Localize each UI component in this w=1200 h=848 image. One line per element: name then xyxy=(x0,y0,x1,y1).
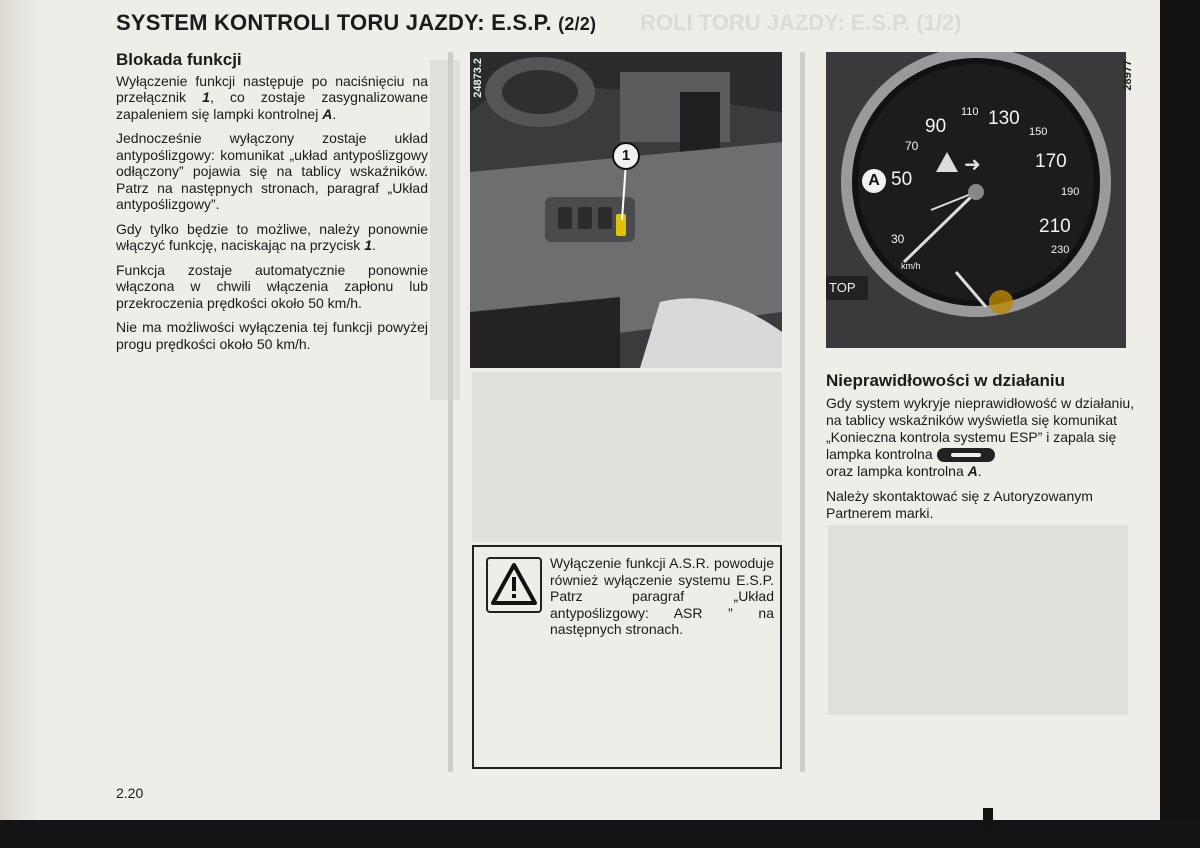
right-column xyxy=(826,372,1144,530)
warning-text: Wyłączenie funkcji A.S.R. powoduje również wyłączenie systemu E.S.P. Patrz paragraf „Układ antypoślizgowy: ASR ” na następnych stronach. xyxy=(550,555,774,637)
paragraph: Funkcja zostaje automatycznie ponownie włączona w chwili włączenia zapłonu lub przekroczenia prędkości około 50 km/h. xyxy=(116,261,428,311)
column-divider xyxy=(800,52,805,772)
speed-label: 210 xyxy=(1039,216,1071,237)
speed-label: 50 xyxy=(891,169,913,190)
paragraph: Nie ma możliwości wyłączenia tej funkcji powyżej progu prędkości około 50 km/h. xyxy=(116,319,428,352)
speed-label: 230 xyxy=(1051,244,1070,256)
bleed-through-block-right xyxy=(828,525,1128,715)
page-title: SYSTEM KONTROLI TORU JAZDY: E.S.P. (2/2) xyxy=(116,10,597,35)
paragraph: Jednocześnie wyłączony zostaje układ antypoślizgowy: komunikat „układ antypoślizgowy odłączony” pojawia się na tablicy wskaźników. Patrz na następnych stronach, paragraf „Układ antypoślizgowy”. xyxy=(116,130,428,212)
page-number: 2.20 xyxy=(116,785,144,801)
speed-label: 70 xyxy=(905,139,919,153)
speed-label: 170 xyxy=(1035,151,1067,172)
speedometer-labels xyxy=(841,76,1111,316)
paragraph: Gdy system wykryje nieprawidłowość w działaniu, na tablicy wskaźników wyświetla się komunikat „Konieczna kontrola systemu ESP” i zapala się lampka kontrolna oraz lampka kontrolna A. xyxy=(826,395,1135,479)
wrench-icon xyxy=(937,448,995,462)
warning-light-icon xyxy=(936,152,958,172)
book-bottom-edge xyxy=(0,820,1200,848)
speed-label: 130 xyxy=(988,108,1020,129)
bleed-through-block xyxy=(472,372,782,542)
dashboard-switch-photo xyxy=(470,52,782,368)
paragraph: Wyłączenie funkcji następuje po naciśnięciu na przełącznik 1, co zostaje zasygnalizowane zapaleniem się lampki kontrolnej A. xyxy=(116,72,428,122)
photo-reference-number: 24873.2 xyxy=(472,58,484,98)
arrow-right-icon: ➜ xyxy=(964,154,981,176)
stop-label: TOP xyxy=(829,280,856,295)
paragraph: Gdy tylko będzie to możliwe, należy ponownie włączyć funkcję, naciskając na przycisk 1. xyxy=(116,220,428,253)
section-heading: Blokada funkcji xyxy=(116,50,242,69)
gauge-reference-number: 28977 xyxy=(1122,60,1134,91)
column-divider xyxy=(448,52,453,772)
bleed-through-column xyxy=(430,60,460,400)
page-spine-shadow xyxy=(0,0,42,820)
warning-box xyxy=(472,545,782,769)
bleed-through-text: ROLI TORU JAZDY: E.S.P. (1/2) xyxy=(640,10,962,35)
book-edge xyxy=(1160,0,1200,848)
section-heading: Nieprawidłowości w działaniu xyxy=(826,371,1065,390)
switch-photo-illustration xyxy=(470,52,782,368)
paragraph: Należy skontaktować się z Autoryzowanym Partnerem marki. xyxy=(826,488,1093,521)
edge-mark xyxy=(983,808,993,832)
callout-number: 1 xyxy=(621,147,631,164)
speedometer-photo xyxy=(826,52,1126,348)
speed-label: 190 xyxy=(1061,186,1080,198)
speed-label: 90 xyxy=(925,116,947,137)
unit-label: km/h xyxy=(901,261,921,271)
speed-label: 30 xyxy=(891,232,905,246)
callout-letter: A xyxy=(862,169,886,193)
left-column xyxy=(116,52,428,360)
speed-label: 150 xyxy=(1029,126,1048,138)
speed-label: 110 xyxy=(961,106,979,118)
